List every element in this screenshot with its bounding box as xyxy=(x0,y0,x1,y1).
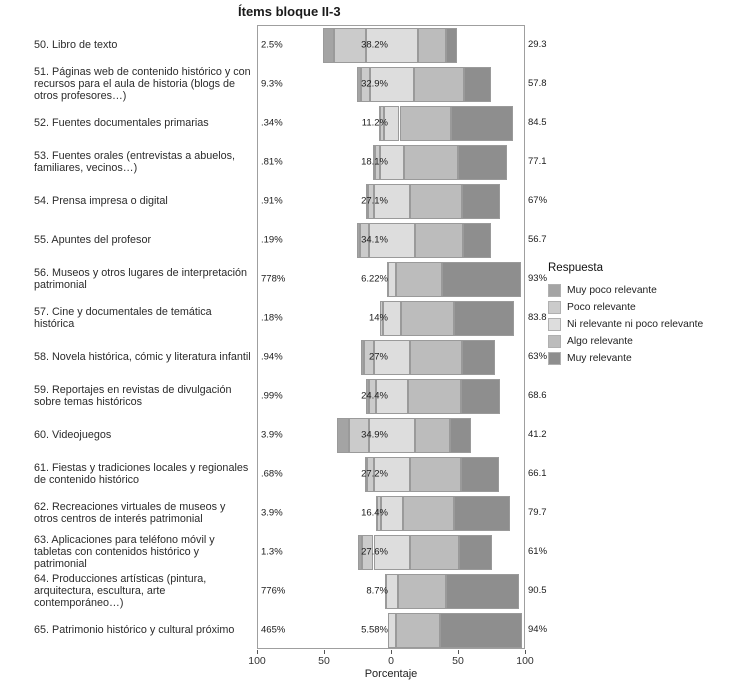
negative-percentage-label: .81% xyxy=(261,156,283,168)
bar-segment-algo xyxy=(404,145,458,180)
bar-segment-muy xyxy=(442,262,521,297)
positive-percentage-label: 57.8 xyxy=(528,78,547,89)
neutral-percentage-label: 24.4% xyxy=(361,390,388,402)
legend-item xyxy=(548,282,703,299)
legend-swatch xyxy=(548,284,561,297)
positive-percentage-label: 29.3 xyxy=(528,39,547,50)
positive-percentage-label: 93% xyxy=(528,273,548,284)
bar-segment-muy xyxy=(462,184,500,219)
bar-row xyxy=(258,301,525,336)
axis-tick-label: 50 xyxy=(318,655,330,667)
neutral-percentage-label: 16.4% xyxy=(361,507,388,519)
item-label: 53. Fuentes orales (entrevistas a abuelos, familiares, vecinos…) xyxy=(34,149,236,174)
bar-segment-muy xyxy=(446,28,457,63)
bar-segment-muy xyxy=(446,574,519,609)
axis-tick xyxy=(458,650,459,654)
bar-row xyxy=(258,496,525,531)
bar-row xyxy=(258,223,525,258)
item-labels-column xyxy=(34,25,252,649)
neutral-percentage-label: 8.7% xyxy=(366,585,388,597)
item-label: 61. Fiestas y tradiciones locales y regionales de contenido histórico xyxy=(34,461,249,486)
bar-row xyxy=(258,574,525,609)
item-label: 52. Fuentes documentales primarias xyxy=(34,116,209,129)
bar-segment-muy xyxy=(461,457,499,492)
bar-segment-algo xyxy=(415,223,463,258)
neutral-percentage-label: 27.2% xyxy=(361,468,388,480)
bar-segment-muy xyxy=(454,301,514,336)
positive-percentage-label: 94% xyxy=(528,624,548,635)
negative-percentage-label: 465% xyxy=(261,624,286,636)
axis-tick-label: 100 xyxy=(248,655,266,667)
positive-percentage-label: 83.8 xyxy=(528,312,547,323)
legend-items xyxy=(548,282,703,367)
legend-item xyxy=(548,316,703,333)
bar-segment-algo xyxy=(408,379,461,414)
bar-row xyxy=(258,106,525,141)
bar-segment-algo xyxy=(396,613,440,648)
bar-segment-muy xyxy=(459,535,493,570)
legend-swatch xyxy=(548,352,561,365)
negative-percentage-label: 776% xyxy=(261,585,286,597)
negative-percentage-label: 2.5% xyxy=(261,39,283,51)
legend-item xyxy=(548,333,703,350)
negative-percentage-label: 3.9% xyxy=(261,507,283,519)
positive-percentage-label: 56.7 xyxy=(528,234,547,245)
bar-segment-muy_poco xyxy=(337,418,349,453)
bar-row xyxy=(258,67,525,102)
bar-segment-algo xyxy=(410,340,462,375)
legend xyxy=(548,262,703,367)
neutral-percentage-label: 18.1% xyxy=(361,156,388,168)
legend-item-label: Muy relevante xyxy=(567,353,632,364)
legend-item xyxy=(548,350,703,367)
legend-item-label: Algo relevante xyxy=(567,336,633,347)
legend-swatch xyxy=(548,318,561,331)
bar-segment-algo xyxy=(400,106,452,141)
negative-percentage-label: .99% xyxy=(261,390,283,402)
neutral-percentage-label: 34.9% xyxy=(361,429,388,441)
neutral-percentage-label: 5.58% xyxy=(361,624,388,636)
axis-tick xyxy=(324,650,325,654)
negative-percentage-label: .94% xyxy=(261,351,283,363)
plot-panel xyxy=(257,25,525,649)
item-label: 57. Cine y documentales de temática histórica xyxy=(34,305,212,330)
positive-percentage-label: 67% xyxy=(528,195,548,206)
bar-segment-muy xyxy=(450,418,470,453)
negative-percentage-label: 9.3% xyxy=(261,78,283,90)
item-label: 51. Páginas web de contenido histórico y con recursos para el aula de historia (blogs de otros profesores…) xyxy=(34,65,251,102)
negative-percentage-label: .34% xyxy=(261,117,283,129)
item-label: 63. Aplicaciones para teléfono móvil y tabletas con contenidos histórico y patrimonial xyxy=(34,533,215,570)
positive-percentage-label: 79.7 xyxy=(528,507,547,518)
bar-segment-muy xyxy=(462,340,494,375)
axis-tick xyxy=(391,650,392,654)
legend-swatch xyxy=(548,301,561,314)
bar-row xyxy=(258,379,525,414)
positive-percentage-label: 77.1 xyxy=(528,156,547,167)
legend-item-label: Muy poco relevante xyxy=(567,285,657,296)
negative-percentage-label: .19% xyxy=(261,234,283,246)
positive-percentage-label: 61% xyxy=(528,546,548,557)
positive-percentage-label: 90.5 xyxy=(528,585,547,596)
negative-percentage-label: .91% xyxy=(261,195,283,207)
negative-percentage-label: 3.9% xyxy=(261,429,283,441)
bar-segment-muy xyxy=(451,106,513,141)
bar-row xyxy=(258,535,525,570)
bar-segment-algo xyxy=(418,28,446,63)
negative-percentage-label: 1.3% xyxy=(261,546,283,558)
legend-title: Respuesta xyxy=(548,262,603,274)
bar-segment-muy xyxy=(454,496,510,531)
axis-tick xyxy=(525,650,526,654)
bar-segment-algo xyxy=(396,262,442,297)
bar-segment-algo xyxy=(414,67,464,102)
negative-percentage-label: 778% xyxy=(261,273,286,285)
item-label: 50. Libro de texto xyxy=(34,38,118,51)
positive-percentage-label: 84.5 xyxy=(528,117,547,128)
neutral-percentage-label: 27% xyxy=(368,351,388,363)
right-percentage-labels-column xyxy=(528,25,550,649)
bar-row xyxy=(258,262,525,297)
legend-item-label: Poco relevante xyxy=(567,302,636,313)
bar-row xyxy=(258,340,525,375)
negative-percentage-label: .68% xyxy=(261,468,283,480)
bar-row xyxy=(258,457,525,492)
neutral-percentage-label: 27.1% xyxy=(361,195,388,207)
neutral-percentage-label: 38.2% xyxy=(361,39,388,51)
item-label: 55. Apuntes del profesor xyxy=(34,233,152,246)
neutral-percentage-label: 6.22% xyxy=(361,273,388,285)
bar-segment-muy xyxy=(463,223,491,258)
item-label: 59. Reportajes en revistas de divulgación sobre temas históricos xyxy=(34,383,232,408)
legend-swatch xyxy=(548,335,561,348)
bar-segment-muy xyxy=(464,67,492,102)
x-axis-label: Porcentaje xyxy=(364,668,418,680)
axis-tick xyxy=(257,650,258,654)
item-label: 60. Videojuegos xyxy=(34,428,112,441)
bar-segment-algo xyxy=(398,574,446,609)
chart-title: Ítems bloque II-3 xyxy=(238,4,341,19)
neutral-percentage-label: 11.2% xyxy=(361,117,388,129)
axis-tick-label: 100 xyxy=(516,655,534,667)
legend-item-label: Ni relevante ni poco relevante xyxy=(567,319,704,330)
item-label: 56. Museos y otros lugares de interpretación patrimonial xyxy=(34,266,248,291)
axis-tick-label: 0 xyxy=(388,655,394,667)
item-label: 65. Patrimonio histórico y cultural próximo xyxy=(34,623,235,636)
positive-percentage-label: 63% xyxy=(528,351,548,362)
bar-segment-algo xyxy=(403,496,454,531)
negative-percentage-label: .18% xyxy=(261,312,283,324)
bar-row xyxy=(258,418,525,453)
bar-segment-algo xyxy=(410,184,462,219)
positive-percentage-label: 41.2 xyxy=(528,429,547,440)
bar-segment-neutral xyxy=(388,262,396,297)
neutral-percentage-label: 27.6% xyxy=(361,546,388,558)
bar-segment-muy_poco xyxy=(323,28,334,63)
bar-segment-algo xyxy=(410,457,461,492)
bar-row xyxy=(258,613,525,648)
bar-segment-muy xyxy=(440,613,522,648)
bar-segment-algo xyxy=(401,301,453,336)
neutral-percentage-label: 32.9% xyxy=(361,78,388,90)
item-label: 62. Recreaciones virtuales de museos y otros centros de interés patrimonial xyxy=(34,500,226,525)
bar-row xyxy=(258,184,525,219)
bar-segment-neutral xyxy=(388,613,395,648)
bar-row xyxy=(258,145,525,180)
bar-segment-algo xyxy=(410,535,458,570)
x-axis xyxy=(248,650,534,680)
neutral-percentage-label: 14% xyxy=(368,312,388,324)
legend-item xyxy=(548,299,703,316)
item-label: 58. Novela histórica, cómic y literatura infantil xyxy=(34,350,251,363)
bar-row xyxy=(258,28,525,63)
positive-percentage-label: 68.6 xyxy=(528,390,547,401)
item-label: 54. Prensa impresa o digital xyxy=(34,194,168,207)
neutral-percentage-label: 34.1% xyxy=(361,234,388,246)
bar-segment-muy xyxy=(461,379,500,414)
bar-segment-muy xyxy=(458,145,508,180)
bar-segment-algo xyxy=(415,418,450,453)
axis-tick-label: 50 xyxy=(452,655,464,667)
item-label: 64. Producciones artísticas (pintura, arquitectura, escultura, arte contemporáneo…) xyxy=(34,572,207,609)
positive-percentage-label: 66.1 xyxy=(528,468,547,479)
